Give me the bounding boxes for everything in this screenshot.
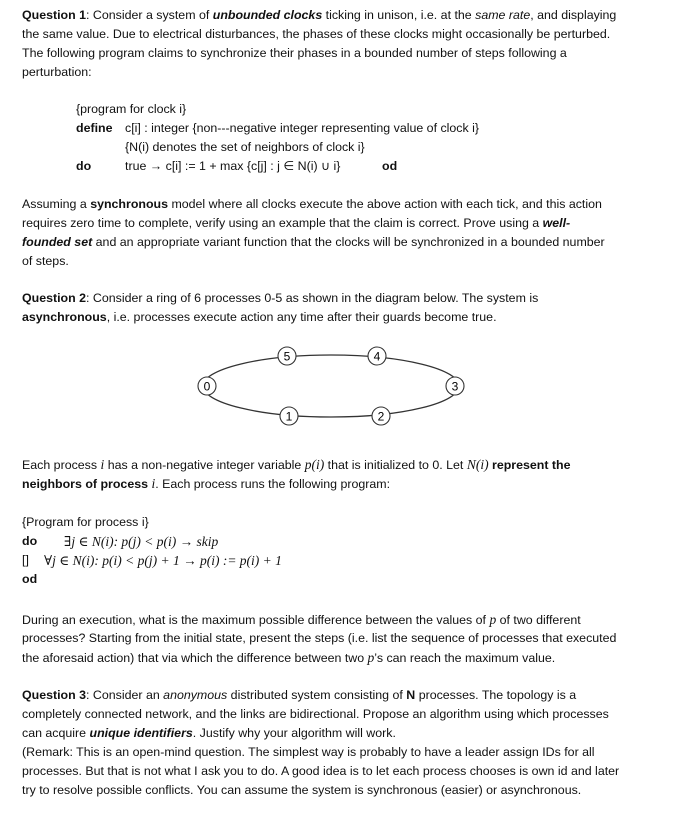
q2-guard-2: ∀j ∈ N(i): p(i) < p(j) + 1 → p(i) := p(i) + 1 <box>44 553 282 568</box>
svg-text:0: 0 <box>203 379 211 394</box>
ring-node-3 <box>446 377 464 395</box>
q3-line-3: can acquire unique identifiers. Justify why your algorithm will work. <box>22 726 396 740</box>
q1-define-line <box>76 119 113 138</box>
ring-node-1 <box>280 407 298 425</box>
q2-program-header: {Program for process i} <box>22 515 149 529</box>
q1-action: true → c[i] := 1 + max {c[j] : j ∈ N(i) ∪ i} <box>125 159 341 173</box>
q1-p2-line-1: Assuming a synchronous model where all clocks execute the above action with each tick, and this action <box>22 197 602 211</box>
q2-line-1: Question 2: Consider a ring of 6 processes 0-5 as shown in the diagram below. The system is <box>22 291 539 305</box>
q1-p2-line-2: requires zero time to complete, verify using an example that the claim is correct. Prove using a well- <box>22 216 571 230</box>
q1-program-header: {program for clock i} <box>76 102 187 116</box>
svg-text:2: 2 <box>377 409 385 424</box>
svg-text:1: 1 <box>285 409 293 424</box>
q3-line-5: processes. But that is not what I ask you to do. A good idea is to let each process chooses is own id and later <box>22 764 620 778</box>
q1-neighbors-text: {N(i) denotes the set of neighbors of clock i} <box>125 140 365 154</box>
q1-line-4: perturbation: <box>22 65 92 79</box>
svg-text:4: 4 <box>373 349 381 364</box>
ring-ellipse <box>203 355 459 417</box>
q2-desc-line-1: Each process i has a non-negative integer variable p(i) that is initialized to 0. Let N(i) represent the <box>22 457 571 472</box>
svg-text:3: 3 <box>451 379 459 394</box>
q2-desc-line-2: neighbors of process i. Each process runs the following program: <box>22 476 391 491</box>
q1-line-2: the same value. Due to electrical disturbances, the phases of these clocks might occasionally be perturbed. <box>22 27 611 41</box>
q2-od-keyword: od <box>22 572 38 586</box>
q1-define-text: c[i] : integer {non---negative integer representing value of clock i} <box>125 121 480 135</box>
q3-line-4: (Remark: This is an open-mind question. The simplest way is probably to have a leader assign IDs for all <box>22 745 595 759</box>
q1-od-keyword: od <box>382 159 398 173</box>
q2-p3-line-1: During an execution, what is the maximum possible difference between the values of p of two different <box>22 612 581 627</box>
ring-node-0 <box>198 377 216 395</box>
q2-label: Question 2 <box>22 291 87 305</box>
q1-line-3: The following program claims to synchronize their phases in a bounded number of steps following a <box>22 46 567 60</box>
q2-do-keyword: do <box>22 534 38 548</box>
q2-p3-line-2: processes? Starting from the initial state, present the steps (i.e. list the sequence of processes that executed <box>22 631 617 645</box>
define-keyword: define <box>76 121 113 135</box>
q2-separator: [] <box>22 553 29 567</box>
q2-guard-1: ∃j ∈ N(i): p(j) < p(i) → skip <box>64 534 219 549</box>
ring-node-4 <box>368 347 386 365</box>
q2-p3-line-3: the aforesaid action) that via which the difference between two p’s can reach the maximum value. <box>22 650 556 665</box>
q3-line-1: Question 3: Consider an anonymous distributed system consisting of N processes. The topology is a <box>22 688 577 702</box>
q1-do-keyword: do <box>76 159 92 173</box>
svg-text:5: 5 <box>283 349 291 364</box>
q1-label: Question 1 <box>22 8 87 22</box>
ring-node-2 <box>372 407 390 425</box>
q3-line-6: try to resolve possible conflicts. You can assume the system is synchronous (easier) or asynchronous. <box>22 783 582 797</box>
q1-p2-line-3: founded set and an appropriate variant function that the clocks will be synchronized in a bounded number <box>22 235 605 249</box>
q3-label: Question 3 <box>22 688 87 702</box>
q1-line-1: Question 1: Consider a system of unbounded clocks ticking in unison, i.e. at the same rate, and displaying <box>22 8 617 22</box>
ring-diagram <box>195 343 475 433</box>
q2-line-2: asynchronous, i.e. processes execute action any time after their guards become true. <box>22 310 497 324</box>
ring-node-5 <box>278 347 296 365</box>
q1-p2-line-4: of steps. <box>22 254 69 268</box>
q3-line-2: completely connected network, and the links are bidirectional. Propose an algorithm using which processes <box>22 707 609 721</box>
